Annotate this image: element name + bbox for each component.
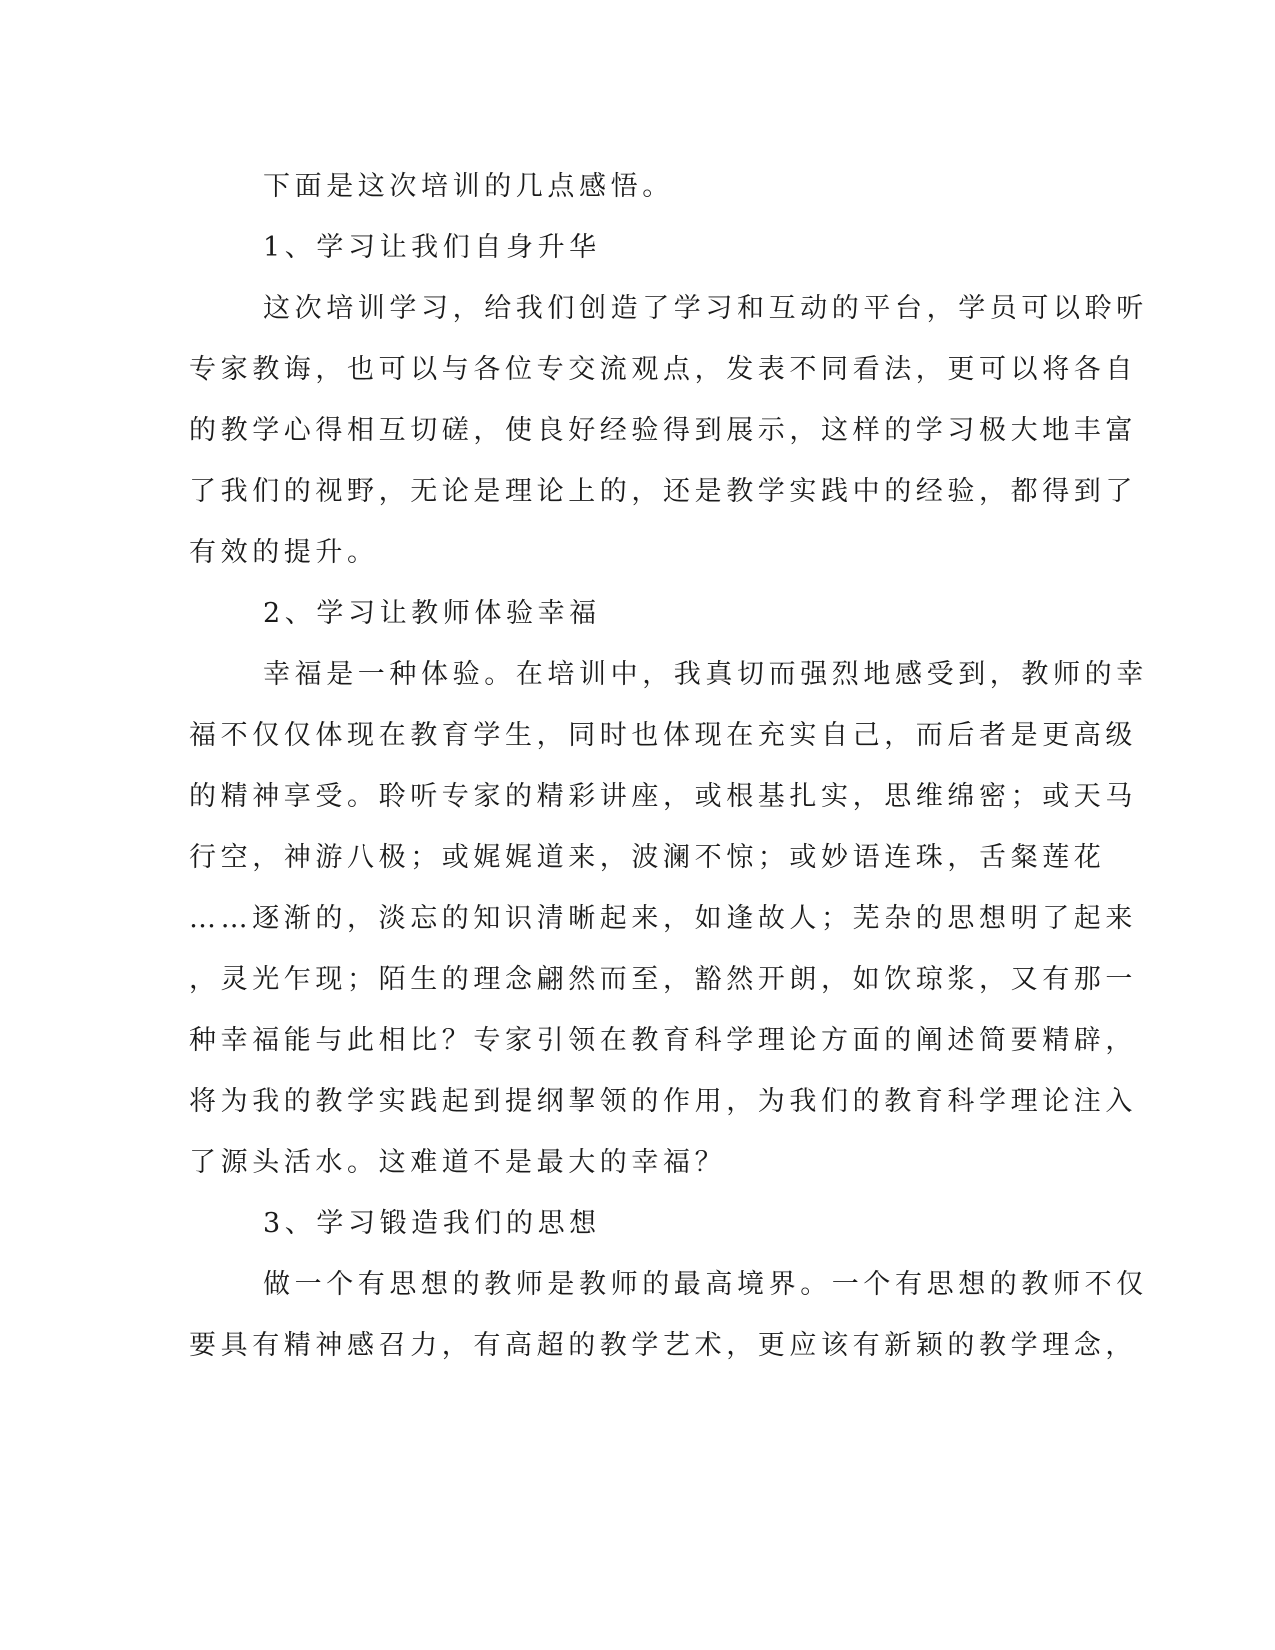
paragraph-intro: 下面是这次培训的几点感悟。 <box>263 171 674 202</box>
paragraph-line: 福不仅仅体现在教育学生，同时也体现在充实自己，而后者是更高级 <box>189 720 1137 751</box>
paragraph-line: 幸福是一种体验。在培训中，我真切而强烈地感受到，教师的幸 <box>263 659 1148 690</box>
paragraph-line: 有效的提升。 <box>189 537 379 568</box>
section-heading-3: 3、学习锻造我们的思想 <box>263 1208 601 1239</box>
section-heading-1: 1、学习让我们自身升华 <box>263 232 601 263</box>
paragraph-line: 这次培训学习，给我们创造了学习和互动的平台，学员可以聆听 <box>263 293 1148 324</box>
paragraph-line: 将为我的教学实践起到提纲挈领的作用，为我们的教育科学理论注入 <box>189 1086 1137 1117</box>
paragraph-line: ……逐渐的，淡忘的知识清晰起来，如逢故人；芜杂的思想明了起来 <box>189 903 1137 934</box>
paragraph-line: 专家教诲，也可以与各位专交流观点，发表不同看法，更可以将各自 <box>189 354 1137 385</box>
paragraph-line: 行空，神游八极；或娓娓道来，波澜不惊；或妙语连珠，舌粲莲花 <box>189 842 1106 873</box>
paragraph-line: 了源头活水。这难道不是最大的幸福？ <box>189 1147 727 1178</box>
paragraph-line: 种幸福能与此相比？专家引领在教育科学理论方面的阐述简要精辟， <box>189 1025 1137 1056</box>
paragraph-line: 的精神享受。聆听专家的精彩讲座，或根基扎实，思维绵密；或天马 <box>189 781 1137 812</box>
paragraph-line: 了我们的视野，无论是理论上的，还是教学实践中的经验，都得到了 <box>189 476 1137 507</box>
section-heading-2: 2、学习让教师体验幸福 <box>263 598 601 629</box>
paragraph-line: ，灵光乍现；陌生的理念翩然而至，豁然开朗，如饮琼浆，又有那一 <box>189 964 1137 995</box>
paragraph-line: 的教学心得相互切磋，使良好经验得到展示，这样的学习极大地丰富 <box>189 415 1137 446</box>
paragraph-line: 要具有精神感召力，有高超的教学艺术，更应该有新颖的教学理念， <box>189 1330 1137 1361</box>
paragraph-line: 做一个有思想的教师是教师的最高境界。一个有思想的教师不仅 <box>263 1269 1148 1300</box>
